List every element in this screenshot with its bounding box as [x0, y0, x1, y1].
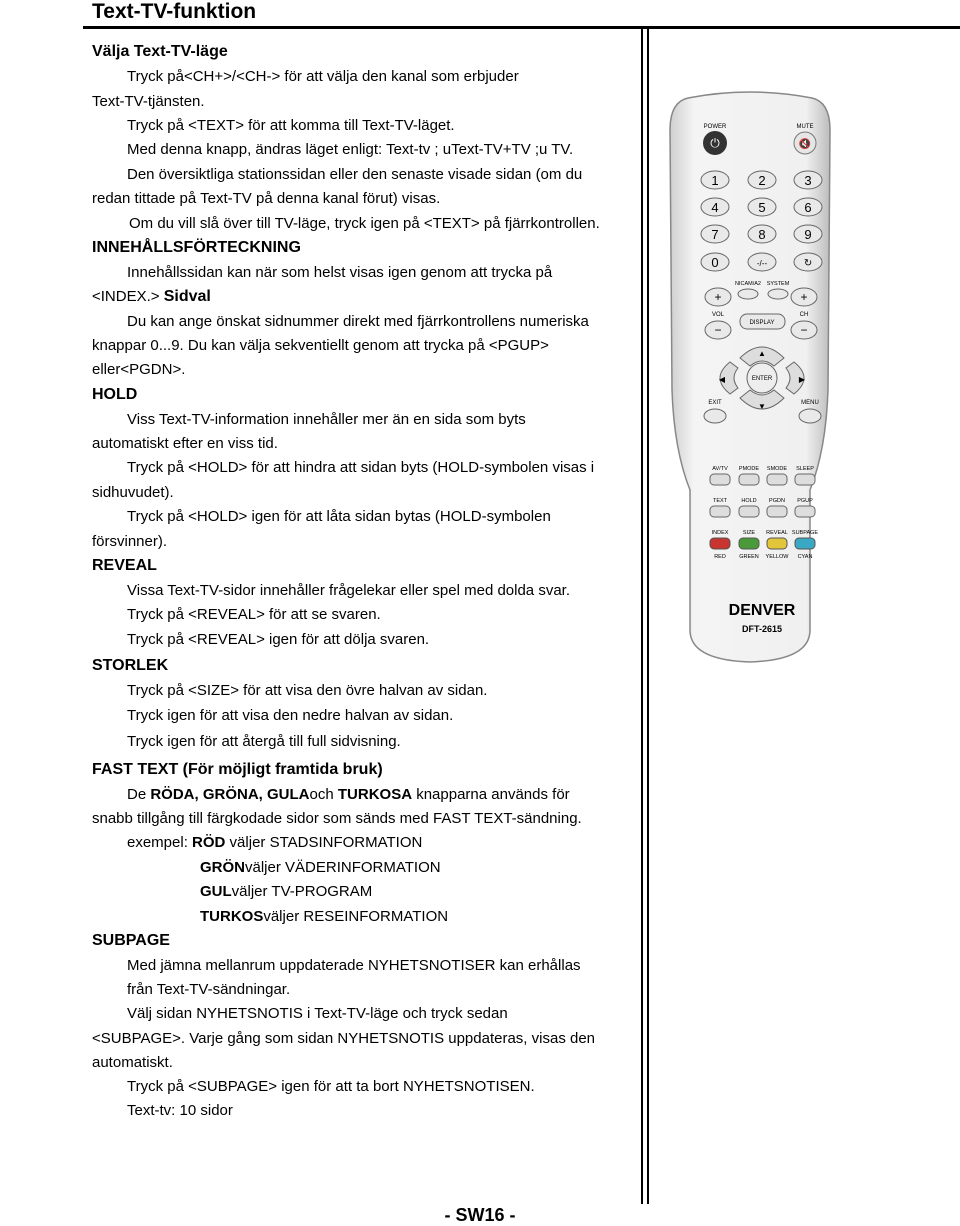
fn-key	[739, 474, 759, 485]
key-label: PGDN	[769, 498, 785, 504]
example-line	[200, 882, 372, 902]
key-label: RED	[714, 554, 726, 560]
fn-key	[710, 474, 730, 485]
vol-label: VOL	[711, 312, 725, 318]
paragraph: Om du vill slå över till TV-läge, tryck igen på <TEXT> på fjärrkontrollen.	[129, 215, 600, 232]
yellow-key	[767, 538, 787, 549]
paragraph: Den översiktliga stationssidan eller den senaste visade sidan (om du	[127, 166, 583, 183]
paragraph: snabb tillgång till färgkodade sidor som sänds med FAST TEXT-sändning.	[92, 810, 582, 827]
paragraph: Tryck på <REVEAL> för att se svaren.	[127, 606, 381, 623]
paragraph: Du kan ange önskat sidnummer direkt med fjärrkontrollens numeriska	[127, 313, 589, 330]
exit-label: EXIT	[708, 400, 722, 406]
key-label: YELLOW	[765, 554, 789, 560]
index-key: <INDEX.>	[92, 288, 160, 305]
digit-label: 3	[804, 173, 812, 188]
column-divider	[647, 28, 649, 1204]
fn-key	[795, 506, 815, 517]
paragraph: Text-TV-tjänsten.	[92, 93, 205, 110]
paragraph: redan tittade på Text-TV på denna kanal förut) visas.	[92, 190, 441, 207]
text-run: De	[127, 786, 151, 803]
heading-hold: HOLD	[92, 386, 138, 403]
ch-label: CH	[799, 312, 809, 318]
key-label: REVEAL	[766, 530, 788, 536]
paragraph: eller<PGDN>.	[92, 361, 186, 378]
green-key	[739, 538, 759, 549]
example-line	[200, 907, 448, 927]
key-label: GREEN	[739, 554, 759, 560]
key-label: CYAN	[797, 554, 813, 560]
digit-label: 0	[711, 255, 719, 270]
fn-key	[795, 474, 815, 485]
paragraph: sidhuvudet).	[92, 484, 174, 501]
paragraph: automatiskt efter en viss tid.	[92, 435, 278, 452]
digit-label: 9	[804, 227, 812, 242]
paragraph: Tryck på <SIZE> för att visa den övre halvan av sidan.	[127, 682, 488, 699]
brand-logo: DENVER	[728, 602, 796, 619]
heading-reveal: REVEAL	[92, 557, 157, 574]
system-button	[768, 289, 788, 299]
heading-fast-text: FAST TEXT (För möjligt framtida bruk)	[92, 761, 383, 778]
paragraph: Tryck på <HOLD> igen för att låta sidan bytas (HOLD-symbolen	[127, 508, 551, 525]
bold-run: GUL	[200, 883, 232, 900]
menu-button	[799, 409, 821, 423]
system-label: SYSTEM	[766, 281, 790, 287]
paragraph: Innehållssidan kan när som helst visas igen genom att trycka på	[127, 264, 553, 281]
paragraph: Vissa Text-TV-sidor innehåller frågelekar eller spel med dolda svar.	[127, 582, 570, 599]
red-key	[710, 538, 730, 549]
bold-run: RÖDA, GRÖNA, GULA	[150, 786, 310, 803]
paragraph: Tryck igen för att återgå till full sidvisning.	[127, 733, 401, 750]
paragraph: Tryck på <SUBPAGE> igen för att ta bort NYHETSNOTISEN.	[127, 1078, 535, 1095]
menu-label: MENU	[801, 400, 819, 406]
key-label: HOLD	[741, 498, 757, 504]
cyan-key	[795, 538, 815, 549]
fn-key	[767, 474, 787, 485]
paragraph: Tryck på <HOLD> för att hindra att sidan byts (HOLD-symbolen visas i	[127, 459, 595, 476]
enter-label: ENTER	[751, 376, 773, 382]
text-run: väljer STADSINFORMATION	[225, 834, 423, 851]
bold-run: TURKOSA	[337, 786, 413, 803]
digit-label: 8	[758, 227, 766, 242]
model-label: DFT-2615	[741, 624, 783, 634]
example-line	[200, 858, 441, 878]
key-label: SUBPAGE	[791, 530, 819, 536]
paragraph: Tryck igen för att visa den nedre halvan av sidan.	[127, 707, 454, 724]
fn-key	[767, 506, 787, 517]
digit-label: 1	[711, 173, 719, 188]
ch-down-label: −	[800, 323, 808, 337]
mute-label: MUTE	[796, 124, 814, 130]
arrow-left-icon: ◀	[718, 375, 726, 384]
mute-icon: 🔇	[798, 139, 812, 150]
paragraph: från Text-TV-sändningar.	[127, 981, 291, 998]
key-label: SLEEP	[796, 466, 814, 472]
power-icon: ⏻	[710, 136, 720, 150]
column-divider	[641, 28, 643, 1204]
nicam-button	[738, 289, 758, 299]
key-label: SMODE	[766, 466, 788, 472]
digit-label: 2	[758, 173, 766, 188]
page-number: - SW16 -	[444, 1205, 516, 1225]
title-rule	[83, 26, 960, 29]
paragraph: Tryck på<CH+>/<CH-> för att välja den kanal som erbjuder	[127, 68, 519, 85]
heading-select-mode: Välja Text-TV-läge	[92, 43, 228, 60]
bold-run: GRÖN	[200, 859, 245, 876]
exit-button	[704, 409, 726, 423]
display-label: DISPLAY	[749, 320, 775, 326]
text-run: knapparna används för	[412, 786, 570, 803]
text-run: väljer RESEINFORMATION	[263, 908, 449, 925]
arrow-down-icon: ▼	[758, 402, 766, 411]
ch-up-label: +	[800, 290, 808, 304]
paragraph: Tryck på <REVEAL> igen för att dölja svaren.	[127, 631, 430, 648]
paragraph: <SUBPAGE>. Varje gång som sidan NYHETSNOTIS uppdateras, visas den	[92, 1030, 596, 1047]
example-label: exempel:	[127, 834, 193, 851]
power-label: POWER	[703, 124, 727, 130]
nicam-label: NICAM/A2	[735, 281, 761, 287]
heading-size: STORLEK	[92, 657, 169, 674]
text-run: och	[309, 786, 338, 803]
heading-index: INNEHÅLLSFÖRTECKNING	[92, 239, 301, 256]
key-label: AV/TV	[712, 466, 728, 472]
arrow-up-icon: ▲	[758, 349, 766, 358]
digit-label: 5	[758, 200, 766, 215]
paragraph: Med jämna mellanrum uppdaterade NYHETSNOTISER kan erhållas	[127, 957, 581, 974]
paragraph: Välj sidan NYHETSNOTIS i Text-TV-läge och tryck sedan	[127, 1005, 508, 1022]
example-line	[127, 833, 422, 853]
bold-run: RÖD	[192, 834, 226, 851]
key-label: INDEX	[711, 530, 729, 536]
bold-run: TURKOS	[200, 908, 264, 925]
paragraph: försvinner).	[92, 533, 168, 550]
text-run: väljer VÄDERINFORMATION	[245, 859, 441, 876]
paragraph	[127, 785, 570, 805]
paragraph: knappar 0...9. Du kan välja sekventiellt genom att trycka på <PGUP>	[92, 337, 549, 354]
paragraph: Tryck på <TEXT> för att komma till Text-TV-läget.	[127, 117, 455, 134]
arrow-right-icon: ▶	[798, 375, 806, 384]
digit-label: 6	[804, 200, 812, 215]
paragraph: automatiskt.	[92, 1054, 173, 1071]
paragraph: Med denna knapp, ändras läget enligt: Text-tv ; uText-TV+TV ;u TV.	[127, 141, 574, 158]
key-label: PMODE	[738, 466, 760, 472]
key-label: TEXT	[712, 498, 728, 504]
recall-icon: ↻	[803, 258, 813, 269]
page-title: Text-TV-funktion	[92, 0, 257, 23]
remote-control-illustration	[660, 90, 840, 665]
text-run: väljer TV-PROGRAM	[231, 883, 373, 900]
heading-subpage: SUBPAGE	[92, 932, 170, 949]
digit-label: 4	[711, 200, 719, 215]
vol-down-label: −	[714, 323, 722, 337]
paragraph	[92, 287, 211, 307]
key-label: SIZE	[742, 530, 756, 536]
key-label: PGUP	[797, 498, 813, 504]
paragraph: Viss Text-TV-information innehåller mer än en sida som byts	[127, 411, 526, 428]
digit-label: -/--	[756, 259, 768, 268]
fn-key	[739, 506, 759, 517]
heading-page-select: Sidval	[163, 288, 211, 305]
digit-label: 7	[711, 227, 719, 242]
vol-up-label: +	[714, 290, 722, 304]
paragraph: Text-tv: 10 sidor	[127, 1102, 233, 1119]
